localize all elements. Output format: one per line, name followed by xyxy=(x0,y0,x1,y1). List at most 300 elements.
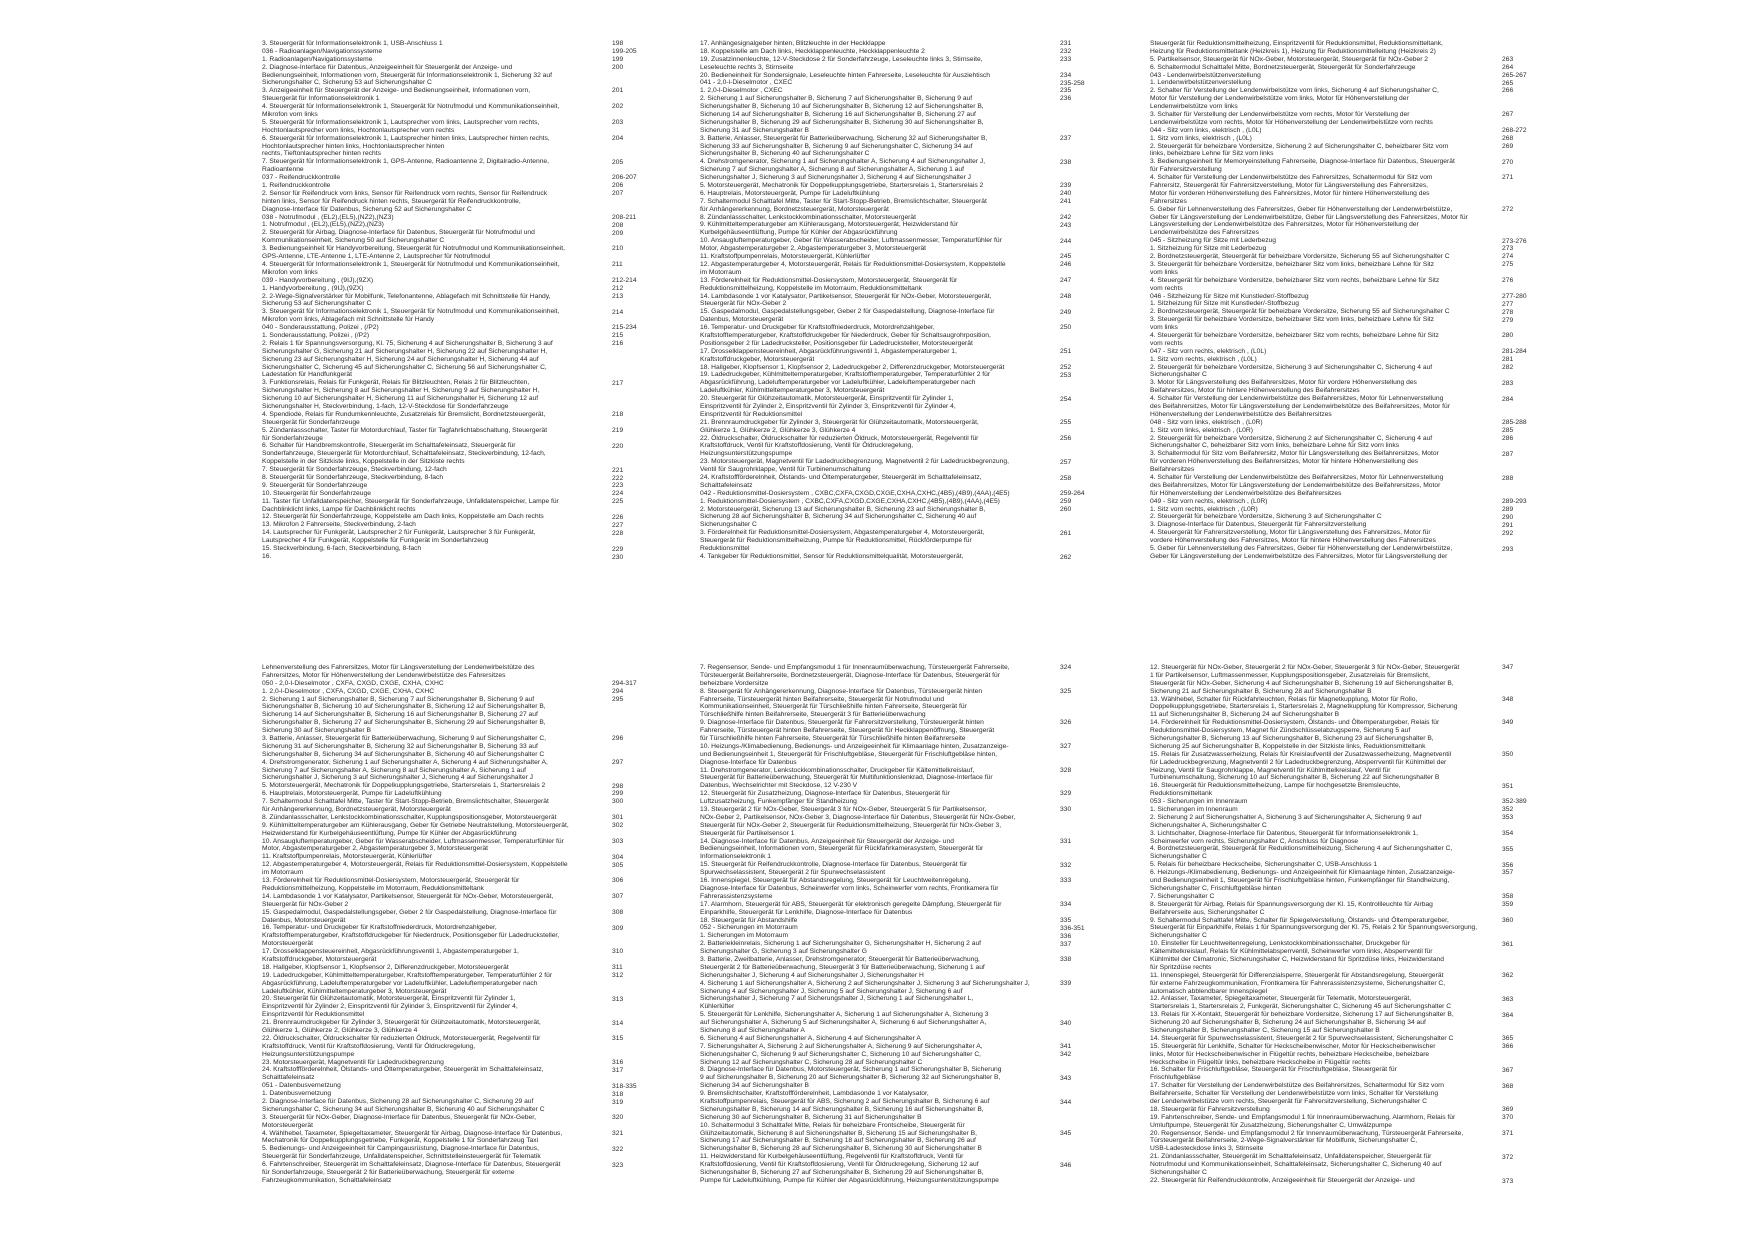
text-line: 11. Kraftstoffpumpenrelais, Motorsteuergerät, Kühlerlüfter xyxy=(700,253,870,261)
page-number: 273-276 xyxy=(1502,237,1527,245)
text-line: Kommunikationseinheit, Steuergerät für Türschließhilfe hinten Fahrerseite, Steuergerät für xyxy=(700,703,967,711)
text-line: für Ladedruckbegrenzung, Magnetventil 2 für Ladedruckbegrenzung, Absperrventil für Kühlmittel der xyxy=(1150,758,1447,766)
text-line: Mikrofon vorn links, Ablagefach mit Schnittstelle für Handy xyxy=(262,316,435,324)
page-number: 308 xyxy=(612,908,624,916)
text-line: 6. Hauptrelais, Motorsteuergerät, Pumpe für Ladeluftkühlung xyxy=(700,189,880,197)
text-line: 3. Bedienungseinheit für Handyvorbereitung, Steuergerät für Notrufmodul und Kommunikationseinheit, xyxy=(262,245,565,253)
text-line: 11 auf Sicherungshalter B, Sicherung 24 auf Sicherungshalter B xyxy=(1150,711,1340,719)
page-number: 277 xyxy=(1502,300,1514,308)
text-line: Reduktionsmitteltank xyxy=(1150,790,1213,798)
text-line: 12. Anlasser, Taxameter, Spiegeltaxameter, Steuergerät für Telematik, Motorsteuergerät, xyxy=(1150,995,1412,1003)
text-line: Pumpe für Ladeluftkühlung, Pumpe für Kühler der Abgasrückführung, Heizungsunterstützungspumpe xyxy=(700,1176,999,1184)
page-number: 343 xyxy=(1060,1074,1072,1082)
text-line: Sicherung 30 auf Sicherungshalter B xyxy=(262,727,371,735)
text-line: 2. Sicherung 2 auf Sicherungshalter A, Sicherung 3 auf Sicherungshalter A, Sicherung 9 auf xyxy=(1150,813,1422,821)
page-number: 370 xyxy=(1502,1114,1514,1122)
text-line: Kühlerlüfter xyxy=(700,1003,735,1011)
page-number: 218 xyxy=(612,411,624,419)
text-line: Ladestation für Handfunkgerät xyxy=(262,371,352,379)
page-number: 351 xyxy=(1502,782,1514,790)
page-number: 300 xyxy=(612,798,624,806)
text-line: Beifahrersitzes xyxy=(1150,466,1195,474)
page-number: 225 xyxy=(612,498,624,506)
page-number: 329 xyxy=(1060,790,1072,798)
page-number: 234 xyxy=(1060,71,1072,79)
text-line: 16. xyxy=(262,552,272,560)
text-line: 13. Steuergerät 2 für NOx-Geber, Steuergerät 3 für NOx-Geber, Steuergerät 5 für Partikelsensor, xyxy=(700,806,987,814)
text-line: 15. Gaspedalmodul, Gaspedalstellungsgeber, Geber 2 für Gaspedalstellung, Diagnose-Interface für xyxy=(700,308,995,316)
page-number: 212-214 xyxy=(612,277,637,284)
text-line: Sicherungshalter J, Sicherung 3 auf Sicherungshalter J, Sicherung 4 auf Sicherungshalter J xyxy=(262,774,534,782)
text-line: Höhenverstellung der Lendenwirbelstütze des Beifahrersitzes xyxy=(1150,410,1332,418)
text-line: Steuergerät für NOx-Geber 2 xyxy=(700,300,787,308)
text-line: 19. Ladedruckgeber, Kühlmitteltemperaturgeber, Kraftstofftemperaturgeber, Temperaturfühler 2 für xyxy=(700,371,991,379)
text-line: Sicherungshalter C, Sicherung 45 auf Sicherungshalter C, Sicherung 56 auf Sicherungshalter C, xyxy=(262,363,547,371)
text-line: Sicherungshalter C, Sicherung 34 auf Sicherungshalter B, Sicherung 40 auf Sicherungshalter C xyxy=(262,1105,545,1113)
text-line: und Bedienungseinheit 1, Steuergerät für Frischluftgebläse hinten, Funkempfänger für Standheizung, xyxy=(1150,877,1450,885)
text-line: Türsteuergerät Beifahrerseite, 2-Wege-Signalverstärker für Mobilfunk, Sicherungshalter C, xyxy=(1150,1137,1418,1145)
text-line: Sicherung 31 auf Sicherungshalter B, Sicherung 32 auf Sicherungshalter B, Sicherung 33 auf xyxy=(262,742,538,750)
text-line: Einspritzventil für Reduktionsmittel xyxy=(700,410,803,418)
text-line: Sicherungshalter C xyxy=(1150,1169,1207,1176)
text-line: Sicherungshalter G, Sicherung 3 auf Sicherungshalter G xyxy=(700,948,867,956)
page-number: 281 xyxy=(1502,356,1514,363)
text-line: 17. Alarmhorn, Steuergerät für ABS, Steuergerät für elektronisch geregelte Dämpfung, Steuergerät für xyxy=(700,900,1002,908)
text-line: 11. Innenspiegel, Steuergerät für Differenzialsperre, Steuergerät für Abstandsregelung, Steuergerät xyxy=(1150,971,1444,979)
page-number: 315 xyxy=(612,1035,624,1043)
text-line: automatisch abblendbarer Innenspiegel xyxy=(1150,987,1268,995)
text-line: 050 - 2,0-l-Dieselmotor , CXFA, CXGD, CXGE, CXHA, CXHC xyxy=(262,679,444,687)
text-line: 14. Lautsprecher für Funkgerät, Lautsprecher 2 für Funkgerät, Lautsprecher 3 für Funkgerät, xyxy=(262,529,536,537)
text-line: Mikrofon vorn links xyxy=(262,111,318,119)
text-line: 041 - 2,0-l-Dieselmotor , CXEC xyxy=(700,79,793,87)
page-number: 310 xyxy=(612,948,624,956)
page-number: 236 xyxy=(1060,95,1072,103)
text-line: 3. Bedienungseinheit für Memoryeinstellung Fahrerseite, Diagnose-Interface für Datenbus, Steuergerät xyxy=(1150,158,1455,166)
text-line: Fahrerseite, Türsteuergerät hinten Beifahrerseite, Steuergerät für Notrufmodul und xyxy=(700,695,945,703)
text-line: Sicherungshalter C xyxy=(700,521,757,529)
text-line: Kraftstoffdruck, Ventil für Kraftstoffdosierung, Ventil für Öldruckregelung, xyxy=(700,442,914,450)
page-number: 294 xyxy=(612,687,624,695)
page-number: 352-389 xyxy=(1502,798,1527,806)
text-line: Sicherungshalter C, beheizbarer Sitz vorn links, beheizbare Lehne für Sitz vorn links xyxy=(1150,442,1400,450)
text-line: vom links xyxy=(1150,324,1178,332)
text-line: 7. Sicherungshalter C xyxy=(1150,892,1215,900)
text-line: Sicherungshalter B, Sicherung 34 auf Sicherungshalter B, Sicherung 40 auf Sicherungshalter C xyxy=(262,750,545,758)
text-line: Motorsteuergerät xyxy=(262,1121,313,1129)
page-number: 342 xyxy=(1060,1051,1072,1059)
text-line: Kraftstoffdosierung, Ventil für Kraftstoffdosierung, Ventil für Öldruckregelung, Sicherung 12 auf xyxy=(700,1161,979,1169)
text-line: Sicherung 12 auf Sicherungshalter C, Sicherung 28 auf Sicherungshalter C xyxy=(700,1058,923,1066)
text-line: Sonderfahrzeuge, Steuergerät für Motordurchlauf, Schalttafeleinsatz, Steckverbindung, 12-fach, xyxy=(262,450,546,458)
text-line: 2. Schalter für Verstellung der Lendenwirbelstütze vorn links, Sicherung 4 auf Sicherungshalter C, xyxy=(1150,87,1439,95)
text-line: Heizungsunterstützungspumpe xyxy=(700,450,793,458)
text-line: 2. Steuergerät für Airbag, Diagnose-Interface für Datenbus, Steuergerät für Notrufmodul und xyxy=(262,229,535,237)
text-line: Kältemittelkreislauf, Relais für Kühlmittelabsperrventil, Scheinwerfer vorn links, Absperrventil für xyxy=(1150,948,1433,956)
text-line: Heizwiderstand für Kurbelgehäuseentlüftung, Pumpe für Kühler der Abgasrückführung xyxy=(262,829,517,837)
text-line: 16. Temperatur- und Druckgeber für Kraftstoffniederdruck, Motordrehzahlgeber, xyxy=(700,324,935,332)
text-line: 048 - Sitz vorn links, elektrisch , (L0R) xyxy=(1150,418,1263,426)
text-line: 5. Bedienungs- und Anzeigeeinheit für Campingausrüstung, Diagnose-Interface für Datenbus, xyxy=(262,1145,539,1153)
page-number: 217 xyxy=(612,379,624,387)
text-line: beheizbare Vordersitze xyxy=(700,679,769,687)
text-line: 19. Fahrtenschreiber, Sende- und Empfangsmodul 1 für Innenraumüberwachung, Alarmhorn, Relais für xyxy=(1150,1113,1456,1121)
page-number: 221 xyxy=(612,466,624,474)
page-number: 354 xyxy=(1502,829,1514,837)
page-number: 209 xyxy=(612,229,624,237)
text-line: der Lendenwirbelstütze vorn rechts, Steuergerät für Fahrersitzverstellung, Sicherungshalter C xyxy=(1150,1097,1427,1105)
page-number: 289-293 xyxy=(1502,498,1527,506)
page-number: 226 xyxy=(612,514,624,521)
text-line: Türschließhilfe hinten Beifahrerseite, Steuergerät 3 für Batterieüberwachung xyxy=(700,711,926,719)
page-number: 281-284 xyxy=(1502,348,1527,356)
page-number: 309 xyxy=(612,924,624,932)
page-number: 284 xyxy=(1502,395,1514,403)
text-line: 18. Steuergerät für Fahrersitzverstellung xyxy=(1150,1105,1270,1113)
text-line: 045 - Sitzheizung für Sitze mit Lederbezug xyxy=(1150,237,1277,245)
page-number: 273 xyxy=(1502,245,1514,253)
text-line: Diagnose-Interface für Datenbus, Sicherung 52 auf Sicherungshalter C xyxy=(262,205,472,213)
text-line: Sicherungshalter J, Sicherung 3 auf Sicherungshalter J, Sicherung 4 auf Sicherungshalter J xyxy=(700,174,972,182)
text-line: 9. Steuergerät für Sonderfahrzeuge xyxy=(262,481,368,489)
text-line: 040 - Sonderausstattung, Polizei , (/P2) xyxy=(262,324,379,332)
text-line: 1. Sitzheizung für Sitze mit Kunstleder/-Stoffbezug xyxy=(1150,300,1299,308)
text-line: 3. Anzeigeeinheit für Steuergerät der Anzeige- und Bedienungseinheit, Informationen vorn, xyxy=(262,87,531,95)
text-line: Positionsgeber 2 für Ladedrucksteller, Positionsgeber für Ladedrucksteller, Motorsteuergerät xyxy=(700,339,973,347)
page-number: 326 xyxy=(1060,719,1072,727)
text-line: 1. Notrufmodul , (EL2),(EL5),(NZ2),(NZ3) xyxy=(262,221,384,229)
page-number: 199 xyxy=(612,55,624,63)
page-number: 332 xyxy=(1060,861,1072,869)
text-line: Startersrelais 1, Startersrelais 2, Funkgerät, Sicherungshalter C, Sicherung 45 auf Sicherungshalter C xyxy=(1150,1003,1452,1011)
text-line: 6. Sicherung 4 auf Sicherungshalter A, Sicherung 4 auf Sicherungshalter A xyxy=(700,1034,921,1042)
page-number: 201 xyxy=(612,87,624,95)
text-line: 8. Zündanlassschalter, Lenkstockkombinationsschalter, Kupplungspositionsgeber, Motorsteuergerät xyxy=(262,813,557,821)
page-number: 294-317 xyxy=(612,679,637,687)
text-line: 1. Sicherungen im Innenraum xyxy=(1150,806,1238,814)
page-number: 214 xyxy=(612,308,624,316)
text-line: Fahrersitzes xyxy=(1150,197,1187,205)
text-line: 23. Motorsteuergerät, Magnetventil für Ladedruckbegrenzung xyxy=(262,1058,444,1066)
text-line: Steuergerät für NOx-Geber 2 xyxy=(262,900,349,908)
page-number: 211 xyxy=(612,261,623,269)
text-line: 22. Öldruckschalter, Öldruckschalter für reduzierten Öldruck, Motorsteuergerät, Regelventil für xyxy=(700,434,979,442)
page-number: 319 xyxy=(612,1098,624,1106)
page-number: 200 xyxy=(612,63,624,71)
text-line: Sicherung 4 auf Sicherungshalter J, Sicherung 5 auf Sicherungshalter J, Sicherung 6 auf xyxy=(700,987,963,995)
text-line: 18. Hallgeber, Klopfsensor 1, Klopfsensor 2, Differenzdruckgeber, Motorsteuergerät xyxy=(262,963,509,971)
text-line: 9. Diagnose-Interface für Datenbus, Steuergerät für Fahrersitzverstellung, Türsteuergerät hinten xyxy=(700,719,984,727)
text-line: 039 - Handyvorbereitung , (9IJ),(9ZX) xyxy=(262,276,374,284)
text-line: 7. Schaltermodul Schalttafel Mitte, Taster für Start-Stopp-Betrieb, Bremslichtschalter, Steuergerät xyxy=(700,197,987,205)
text-line: 15. Steuergerät für Reifendruckkontrolle, Diagnose-Interface für Datenbus, Steuergerät für xyxy=(700,861,968,869)
text-line: 10. Ansaugluftemperaturgeber, Geber für Wasserabscheider, Luftmassenmesser, Temperaturfühler für xyxy=(700,237,1002,245)
text-line: 7. Steuergerät für Informationselektronik 1, GPS-Antenne, Radioantenne 2, Digitalradio-Antenne, xyxy=(262,158,549,166)
page-number: 233 xyxy=(1060,55,1072,63)
text-line: 1. Sicherungen im Motorraum xyxy=(700,932,789,940)
text-line: Sicherung 31 auf Sicherungshalter B xyxy=(700,126,809,134)
page-number: 321 xyxy=(612,1130,624,1138)
page-number: 333 xyxy=(1060,877,1072,885)
text-line: 5. Zündanlassschalter, Taster für Motordurchlauf, Taster für Tagfahrlichtabschaltung, Steuergerät xyxy=(262,426,548,434)
text-line: 3. Batterie, Anlasser, Steuergerät für Batterieüberwachung, Sicherung 9 auf Sicherungshalter C, xyxy=(262,735,547,743)
page-number: 360 xyxy=(1502,916,1514,924)
page-number: 224 xyxy=(612,490,624,498)
page-number: 340 xyxy=(1060,1019,1072,1027)
text-line: für Türschließhilfe hinten Fahrerseite, Steuergerät für Türschließhilfe hinten Beifahrerseite xyxy=(700,735,966,743)
text-line: 3. Steuergerät für Informationselektronik 1, USB-Anschluss 1 xyxy=(262,40,443,47)
page-number: 336-351 xyxy=(1060,924,1085,932)
text-line: 036 - Radioanlagen/Navigationssysteme xyxy=(262,47,383,55)
text-line: Ladeluftkühler, Kühlmitteltemperaturgeber 3, Motorsteuergerät xyxy=(262,987,447,995)
text-line: 3. Steuergerät für beheizbare Vordersitze, beheizbarer Sitz vom links, beheizbare Lehne für Sitz xyxy=(1150,260,1435,268)
page-number: 293 xyxy=(1502,545,1514,553)
text-line: Motor für vorderen Höhenverstellung des Fahrersitzes, Motor für hintere Höhenverstellung des xyxy=(1150,189,1430,197)
page-number: 267 xyxy=(1502,111,1514,119)
text-line: 1. 2,0-l-Dieselmotor , CXFA, CXGD, CXGE, CXHA, CXHC xyxy=(262,687,435,695)
page-number: 228 xyxy=(612,529,624,537)
text-line: 1. Handyvorbereitung , (9IJ),(9ZX) xyxy=(262,284,364,292)
text-line: 1. Sitzheizung für Sitze mit Lederbezug xyxy=(1150,245,1267,253)
text-line: Sicherungshalter A, Sicherungshalter C xyxy=(1150,821,1267,829)
page-number: 272 xyxy=(1502,205,1514,213)
page-number: 327 xyxy=(1060,743,1072,750)
text-line: Luftzusatzheizung, Funkempfänger für Standheizung xyxy=(700,798,857,806)
text-line: NOx-Geber 2, Partikelsensor, NOx-Geber 3, Diagnose-Interface für Datenbus, Steuergerät für NOx-Geber, xyxy=(700,813,1016,821)
text-line: 3. Motor für Längsverstellung des Beifahrersitzes, Motor für vordere Höhenverstellung des xyxy=(1150,379,1417,387)
page-number: 323 xyxy=(612,1161,624,1169)
page-number: 367 xyxy=(1502,1066,1514,1074)
text-line: Diagnose-Interface für Datenbus, Scheinwerfer vorn links, Scheinwerfer vorn rechts, Frontkamera für xyxy=(700,884,999,892)
text-line: 037 - Reifendruckkontrolle xyxy=(262,174,341,182)
page-number: 318 xyxy=(612,1090,624,1098)
text-line: Geber für Längsverstellung der Lendenwirbelstütze, Geber für Längsverstellung des Fahrersitzes, Motor für xyxy=(1150,213,1468,221)
text-line: Fahrersitzes, Motor für Höhenverstellung der Lendenwirbelstütze des Fahrersitzes xyxy=(262,671,506,679)
page-number: 348 xyxy=(1502,695,1514,703)
page-number: 328 xyxy=(1060,766,1072,774)
text-line: Motorsteuergerät xyxy=(262,940,313,948)
text-line: 3. Funktionsrelais, Relais für Funkgerät, Relais für Blitzleuchten, Relais 2 für Blitzleuchten, xyxy=(262,379,530,387)
text-line: 4. Steuergerät für Fahrersitzverstellung, Motor für Längsverstellung des Fahrersitzes, Motor für xyxy=(1150,529,1431,537)
text-line: 14. Lambdasonde 1 vor Katalysator, Partikelsensor, Steuergerät für NOx-Geber, Motorsteuergerät, xyxy=(262,892,554,900)
text-line: Informationselektronik 1 xyxy=(700,853,771,861)
text-line: USB-Ladesteckdose links 3, Stirnseite xyxy=(1150,1145,1264,1153)
page-number: 241 xyxy=(1060,198,1072,205)
text-line: 3. Steuergerät für NOx-Geber, Diagnose-Interface für Datenbus, Steuergerät für NOx-Geber, xyxy=(262,1113,536,1121)
page-number: 278 xyxy=(1502,308,1514,316)
text-line: Sicherungshalter C xyxy=(1150,932,1207,940)
text-line: 4. Schalter für Verstellung der Lendenwirbelstütze des Fahrersitzes, Schaltermodul für Sitz vom xyxy=(1150,174,1433,182)
page-number: 256 xyxy=(1060,435,1072,442)
page-number: 247 xyxy=(1060,277,1072,284)
text-line: 4. Tankgeber für Reduktionsmittel, Sensor für Reduktionsmittelqualität, Motorsteuergerät, xyxy=(700,552,964,560)
text-line: Sicherung 7 auf Sicherungshalter A, Sicherung 8 auf Sicherungshalter A, Sicherung 1 auf xyxy=(262,766,526,774)
text-line: Sicherungshalter C, Sicherung 53 auf Sicherungshalter C xyxy=(262,79,432,87)
text-line: Sicherungshalter B, Sicherung 13 auf Sicherungshalter B, Sicherung 23 auf Sicherungshalter B, xyxy=(1150,735,1434,743)
text-line: Geber für Längsverstellung der Lendenwirbelstütze des Fahrersitzes, Motor für Längsverstellung der xyxy=(1150,552,1448,560)
page-number: 265-267 xyxy=(1502,71,1527,79)
page-number: 364 xyxy=(1502,1011,1514,1019)
page-number: 305 xyxy=(612,861,624,869)
text-line: hinten links, Sensor für Reifendruck hinten rechts, Steuergerät für Reifendruckkontrolle, xyxy=(262,197,521,205)
text-line: für Sonderfahrzeuge xyxy=(262,434,323,442)
text-line: Kraftstoffdruck, Ventil für Kraftstoffdosierung, Ventil für Öldruckregelung, xyxy=(262,1042,476,1050)
text-line: 2. Relais 1 für Spannungsversorgung, Kl. 75, Sicherung 4 auf Sicherungshalter B, Sicherung 3 auf xyxy=(262,339,553,347)
text-line: 20. Steuergerät für Glühzeitautomatik, Motorsteuergerät, Einspritzventil für Zylinder 1, xyxy=(700,395,954,403)
page-number: 292 xyxy=(1502,529,1514,537)
text-line: 2. Diagnose-Interface für Datenbus, Anzeigeeinheit für Steuergerät der Anzeige- und xyxy=(262,63,513,71)
page-number: 366 xyxy=(1502,1043,1514,1051)
text-line: 1. 2,0-l-Dieselmotor , CXEC xyxy=(700,87,783,95)
page-number: 365 xyxy=(1502,1035,1514,1043)
text-line: 2. Sicherung 1 auf Sicherungshalter B, Sicherung 7 auf Sicherungshalter B, Sicherung 9 auf xyxy=(262,695,535,703)
text-line: 12. Steuergerät für Zusatzheizung, Diagnose-Interface für Datenbus, Steuergerät für xyxy=(700,790,950,798)
text-line: Steuergerät für Reduktionsmittelheizung, Pumpe für Reduktionsmittel, Rückförderpumpe für xyxy=(700,537,972,545)
page-number: 320 xyxy=(612,1114,624,1122)
text-line: Fahrzeugkommunikation, Schalttafeleinsatz xyxy=(262,1176,392,1184)
text-line: Einspritzventil für Zylinder 2, Einspritzventil für Zylinder 3, Einspritzventil für Zylinder 4, xyxy=(700,402,956,410)
page-number: 291 xyxy=(1502,521,1514,529)
text-line: Heizungsunterstützungspumpe xyxy=(262,1050,355,1058)
page-number: 220 xyxy=(612,442,624,450)
page-number: 215 xyxy=(612,332,624,340)
text-line: im Motorraum xyxy=(262,869,304,877)
text-line: Kraftstofftemperaturgeber, Kraftstoffdruckgeber für Niederdruck, Positionsgeber für Ladedrucksteller, xyxy=(262,932,560,940)
text-line: 046 - Sitzheizung für Sitze mit Kunstleder/-Stoffbezug xyxy=(1150,292,1309,300)
text-line: 5. Motorsteuergerät, Mechatronik für Doppelkupplungsgetriebe, Startersrelais 1, Startersrelais 2 xyxy=(262,782,546,790)
text-line: 1. Datenbusvernetzung xyxy=(262,1090,332,1098)
text-line: Sicherungshalter H, Sicherung 8 auf Sicherungshalter H, Sicherung 9 auf Sicherungshalter H, xyxy=(262,387,540,395)
text-line: 051 - Datenbusvernetzung xyxy=(262,1082,341,1090)
text-line: auf Sicherungshalter A, Sicherung 5 auf Sicherungshalter A, Sicherung 6 auf Sicherungshalter A, xyxy=(700,1019,987,1027)
text-line: Sicherungshalter B, Sicherung 10 auf Sicherungshalter B, Sicherung 12 auf Sicherungshalter B, xyxy=(262,703,546,711)
text-line: 3. Förderelnheit für Reduktionsmittel-Dosiersystem, Abgastemperaturgeber 4, Motorsteuergerät, xyxy=(700,529,985,537)
text-line: 22. Steuergerät für Reifendruckkontrolle, Anzeigeeinheit für Steuergerät der Anzeige- und xyxy=(1150,1176,1415,1184)
page-number: 362 xyxy=(1502,972,1514,980)
text-line: Bedienungseinheit, Informationen vorn, Steuergerät für Informationselektronik 1, Sicherung 32 auf xyxy=(262,71,552,79)
page-number: 357 xyxy=(1502,869,1514,877)
page-number: 255 xyxy=(1060,419,1072,427)
text-line: Schalttafeleinsatz xyxy=(700,481,753,489)
page-number: 345 xyxy=(1060,1130,1072,1138)
page-number: 203 xyxy=(612,119,624,126)
page-number: 230 xyxy=(612,553,624,561)
text-line: 20. Regensensor, Sende- und Empfangsmodul 2 für Innenraumüberwachung, Türsteuergerät Fahrerseite, xyxy=(1150,1129,1464,1137)
text-line: 4. Drehstromgenerator, Sicherung 1 auf Sicherungshalter A, Sicherung 4 auf Sicherungshalter A, xyxy=(262,758,548,766)
text-line: Kühlmittel der Climatronic, Sicherungshalter C, Heizwiderstand für Spritzdüse links, Heizwiderstand xyxy=(1150,955,1444,963)
text-line: 20. Steuergerät für Glühzeitautomatik, Motorsteuergerät, Einspritzventil für Zylinder 1, xyxy=(262,995,516,1003)
text-line: 14. Förderelnheit für Reduktionsmittel-Dosiersystem, Ölstands- und Öltemperaturgeber, Relais für xyxy=(1150,719,1440,727)
text-line: Lehnenverstellung des Fahrersitzes, Motor für Längsverstellung der Lendenwirbelstütze des xyxy=(262,664,535,671)
text-line: 7. Steuergerät für Sonderfahrzeuge, Steckverbindung, 12-fach xyxy=(262,466,447,474)
text-line: Sicherungshalter C, Sicherung 9 auf Sicherungshalter C, Sicherung 10 auf Sicherungshalter C, xyxy=(700,1050,982,1058)
page-number: 344 xyxy=(1060,1098,1072,1106)
text-line: Sicherungshalter C xyxy=(1150,371,1207,379)
page-number: 299 xyxy=(612,790,624,798)
text-line: Sicherungshalter B, Sicherung 40 auf Sicherungshalter C xyxy=(700,150,870,158)
text-line: 2. Bordnetzsteuergerät, Steuergerät für beheizbare Vordersitze, Sicherung 55 auf Sicherungshalter C xyxy=(1150,308,1450,316)
text-line: Sicherung 28 auf Sicherungshalter B, Sicherung 34 auf Sicherungshalter C, Sicherung 40 auf xyxy=(700,513,977,521)
page-number: 363 xyxy=(1502,995,1514,1003)
text-line: Kurbelgehäuseentlüftung, Pumpe für Kühler der Abgasrückführung xyxy=(700,229,898,237)
text-line: 17. Schalter für Verstellung der Lendenwirbelstütze des Beifahrersitzes, Schaltermodul für Sitz vorn xyxy=(1150,1082,1445,1090)
text-line: 13. Wählhebel, Schalter für Rückfahrleuchten, Relais für Magnetkupplung, Motor für Rollo, xyxy=(1150,695,1418,703)
text-line: Schalttafeleinsatz xyxy=(262,1074,315,1082)
text-line: 17. Drosselklappensteuereinheit, Abgasrückführungsventil 1, Abgastemperaturgeber 1, xyxy=(262,948,519,956)
text-line: Dachblinklicht links, Lampe für Dachblinklicht rechts xyxy=(262,505,416,513)
page-number: 235-258 xyxy=(1060,79,1085,87)
text-line: 2. Sensor für Reifendruck vorn links, Sensor für Reifendruck vorn rechts, Sensor für Reifendruck xyxy=(262,189,548,197)
page-number: 270 xyxy=(1502,158,1514,166)
text-line: 3. Steuergerät für Informationselektronik 1, Steuergerät für Notrufmodul und Kommunikationseinheit, xyxy=(262,308,560,316)
text-line: 8. Steuergerät für Anhängererkennung, Diagnose-Interface für Datenbus, Türsteuergerät hinten xyxy=(700,687,983,695)
text-line: 6. Steuergerät für Informationselektronik 1, Lautsprecher hinten links, Lautsprecher hinten rechts, xyxy=(262,134,550,142)
page-number: 369 xyxy=(1502,1106,1514,1114)
text-line: 9. Bremslichtschalter, Kraftstoffförderelnheit, Lambdasonde 1 vor Katalysator, xyxy=(700,1090,929,1098)
page-number: 304 xyxy=(612,853,624,861)
text-line: vom rechts xyxy=(1150,284,1183,292)
text-line: 12. Steuergerät für NOx-Geber, Steuergerät 2 für NOx-Geber, Steuergerät 3 für NOx-Geber, Steuergerät xyxy=(1150,664,1460,671)
page-number: 311 xyxy=(612,964,623,972)
text-line: 24. Kraftstoffförderelnheit, Ölstands- und Öltemperaturgeber, Steuergerät im Schalttafeleinsatz, xyxy=(262,1066,544,1074)
text-line: Reduktionsmittelheizung, Koppelstelle im Motorraum, Reduktionsmitteltank xyxy=(262,884,484,892)
text-line: für Anhängererkennung, Bordnetzsteuergerät, Motorsteuergerät xyxy=(262,806,451,814)
text-line: Glühkerze 1, Glühkerze 2, Glühkerze 3, Glühkerze 4 xyxy=(262,1026,418,1034)
text-line: Heckscheibe in Flügeltür links, beheizbare Heckscheibe in Flügeltür rechts xyxy=(1150,1058,1371,1066)
text-line: 6. Schaltermodul Schalttafel Mitte, Bordnetzsteuergerät, Steuergerät für Sonderfahrzeuge xyxy=(1150,63,1416,71)
text-line: 17. Anhängesignalgeber hinten, Blitzleuchte in der Heckklappe xyxy=(700,40,886,47)
text-line: 047 - Sitz vorn rechts, elektrisch , (L0L) xyxy=(1150,347,1267,355)
text-line: Sicherungshalter B, Sicherung 14 auf Sicherungshalter B, Sicherung 16 auf Sicherungshalter B, xyxy=(700,1105,984,1113)
text-line: Hochtonlautsprecher hinten links, Hochtonlautsprecher hinten xyxy=(262,142,445,150)
text-line: Sicherung 33 auf Sicherungshalter B, Sicherung 9 auf Sicherungshalter C, Sicherung 34 auf xyxy=(700,142,973,150)
text-line: 10. Steuergerät für Sonderfahrzeuge xyxy=(262,489,371,497)
text-line: Diagnose-Interface für Datenbus xyxy=(700,758,797,766)
text-line: Lendenwirbelstütze des Fahrersitzes xyxy=(1150,229,1259,237)
text-line: Lendenwirbelstütze vorn rechts, Motor für Höhenverstellung der Lendenwirbelstütze vorn rechts xyxy=(1150,118,1433,126)
column-bottom-right xyxy=(1150,664,1515,1185)
text-line: Beifahrerseite aus, Sicherungshalter C xyxy=(1150,908,1265,916)
page-number: 341 xyxy=(1060,1043,1072,1051)
text-line: 22. Öldruckschalter, Öldruckschalter für reduzierten Öldruck, Motorsteuergerät, Regelventil für xyxy=(262,1034,541,1042)
text-line: 13. Mikrofon 2 Fahrerseite, Steckverbindung, 2-fach xyxy=(262,521,416,529)
page-number: 325 xyxy=(1060,687,1072,695)
text-line: Steuergerät 2 für Batterieüberwachung, Steuergerät 3 für Batterieüberwachung, Sicherung 1 auf xyxy=(700,963,985,971)
text-line: 038 - Notrufmodul , (EL2),(EL5),(NZ2),(NZ3) xyxy=(262,213,394,221)
page-number: 216 xyxy=(612,340,624,348)
text-line: Steuergerät für Batterieüberwachung, Steuergerät für Multifunktionslenkrad, Diagnose-Interface für xyxy=(700,774,993,782)
page-number: 210 xyxy=(612,245,624,253)
text-line: Steuergerät für Reduktionsmittelheizung, Einspritzventil für Reduktionsmittel, Reduktionsmitteltank, xyxy=(1150,40,1443,47)
text-line: Frischluftgebläse xyxy=(1150,1074,1201,1082)
text-line: 5. Relais für beheizbare Heckscheibe, Sicherungshalter C, USB-Anschluss 1 xyxy=(1150,861,1378,869)
text-line: Steuergerät für Partikelsensor 1 xyxy=(700,829,795,837)
text-line: 21. Brennraumdruckgeber für Zylinder 3, Steuergerät für Glühzeitautomatik, Motorsteuergerät, xyxy=(262,1019,541,1027)
text-line: 10. Heizungs-/Klimabedienung, Bedienungs- und Anzeigeeinheit für Klimaanlage hinten, Zusatzanzeige- xyxy=(700,742,1009,750)
text-line: für vorderen Höhenverstellung des Beifahrersitzes, Motor für hintere Höhenverstellung des xyxy=(1150,458,1419,466)
text-line: 19. Zusatzinnenleuchte, 12-V-Steckdose 2 für Sonderfahrzeuge, Leseleuchte links 3, Stirnseite, xyxy=(700,55,983,63)
text-line: Sicherungshalter B, Sicherungshalter C, Sicherung 15 auf Sicherungshalter B xyxy=(1150,1026,1380,1034)
text-line: 12. Abgastemperaturgeber 4, Motorsteuergerät, Relais für Reduktionsmittel-Dosiersystem, Koppelstelle xyxy=(262,861,568,869)
text-line: Motor, Abgastemperaturgeber 2, Abgastemperaturgeber 3, Motorsteuergerät xyxy=(262,845,489,853)
text-line: 23. Motorsteuergerät, Magnetventil für Ladedruckbegrenzung, Magnetventil 2 für Ladedruckbegrenzung, xyxy=(700,458,1009,466)
page-number: 353 xyxy=(1502,814,1514,822)
text-line: 11. Heizwiderstand für Kurbelgehäuseentlüftung, Regelventil für Kraftstoffdruck, Ventil für xyxy=(700,1153,964,1161)
text-line: Steuergerät für Sonderfahrzeuge xyxy=(262,418,360,426)
text-line: 3. Schaltermodul für Sitz vom Beifahrersitz, Motor für Längsverstellung des Beifahrersitzes, Motor xyxy=(1150,450,1439,458)
text-line: 052 - Sicherungen im Motorraum xyxy=(700,924,798,932)
page-number: 271 xyxy=(1502,174,1514,182)
